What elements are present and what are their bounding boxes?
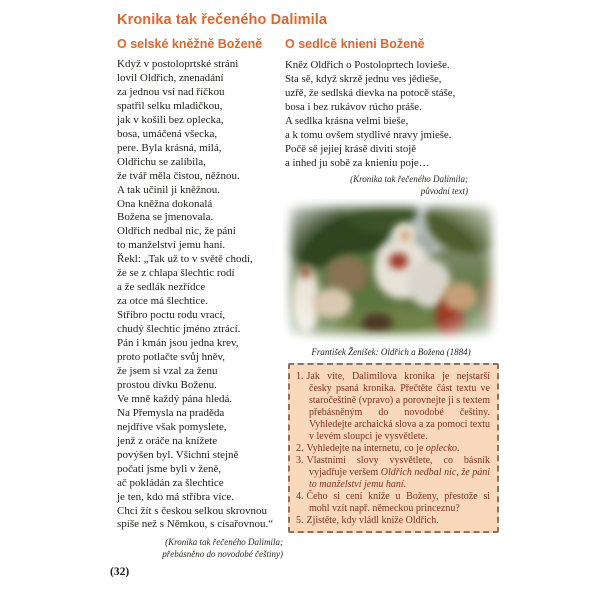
page-title: Kronika tak řečeného Dalimila bbox=[117, 12, 328, 28]
verse-line: Božena se jmenovala. bbox=[117, 211, 214, 224]
painting-rider bbox=[393, 223, 415, 246]
verse-line: za otce má šlechtice. bbox=[117, 295, 209, 308]
painting-white-horse bbox=[374, 239, 430, 299]
task-number: 1. bbox=[296, 371, 304, 382]
verse-line: lovil Oldřich, znenadání bbox=[117, 71, 224, 84]
painting-grass-light bbox=[326, 308, 456, 342]
painting-woman-white-dress bbox=[292, 268, 320, 334]
painting-sky bbox=[343, 202, 455, 259]
task-text: Zjistěte, kdy vládl kníže Oldřich. bbox=[306, 515, 439, 526]
painting-mist bbox=[348, 230, 434, 261]
verse-line: uzřě, že sedlská dievka na potocě stáše, bbox=[285, 87, 456, 99]
painting-tree-right bbox=[426, 199, 499, 253]
verse-line: že tvář měla čistou, něžnou. bbox=[117, 169, 240, 182]
left-column-heading: O selské kněžně Boženě bbox=[117, 37, 263, 51]
task-item bbox=[296, 455, 490, 491]
verse-line: jenž z oráče na knížete bbox=[117, 434, 218, 447]
verse-line: je ten, kdo má stříbra více. bbox=[117, 490, 234, 503]
verse-line: Sta sě, když skrzě jednu ves jědieše, bbox=[285, 73, 442, 85]
verse-line: Když v postoloprtské stráni bbox=[117, 58, 239, 70]
verse-line: a inhed ju sobě za knieniu poje… bbox=[285, 157, 430, 169]
verse-line: proto potlačte svůj hněv, bbox=[117, 351, 226, 364]
painting-second-horse bbox=[408, 259, 451, 308]
verse-line: Kněz Oldřich o Postoloprtech lovieše. bbox=[285, 59, 450, 71]
painting-oldrich-a-bozena bbox=[283, 199, 499, 342]
tasks-box bbox=[288, 363, 499, 533]
painting-caption: František Ženíšek: Oldřich a Božena (1884) bbox=[311, 347, 471, 357]
verse-line: spatřil selku mladičkou, bbox=[117, 99, 223, 112]
painting-tree-mid bbox=[343, 199, 416, 233]
verse-line: že se z chlapa šlechtic rodí bbox=[117, 267, 235, 280]
verse-line: Oldřichu se zalíbila, bbox=[117, 155, 206, 168]
verse-line: Stříbro poctu rodu vrací, bbox=[117, 309, 226, 322]
task-item bbox=[296, 491, 490, 515]
task-text: Jak víte, Dalimilova kronika je nejstarší česky psaná kronika. Přečtěte část textu ve staročeštině (vpravo) a porovnejte ji s textem přebásněným do novodobé češtiny. Vyhledejte archaická slova a za pomoci textu v levém sloupci je vysvětlete. bbox=[306, 371, 490, 442]
painting-dog bbox=[361, 313, 393, 333]
right-column-verse bbox=[285, 58, 470, 170]
verse-line: spíše než s Němkou, s císařovnou.“ bbox=[117, 518, 274, 531]
verse-line: jak v košili bez oplecka, bbox=[117, 113, 224, 126]
verse-line: ač pokládán za šlechtice bbox=[117, 476, 224, 489]
painting-man-tan bbox=[443, 282, 478, 311]
painting-rider-face bbox=[400, 229, 411, 242]
verse-line: Počě sě jejiej krásě diviti stojě bbox=[285, 143, 417, 155]
task-item bbox=[296, 443, 490, 455]
citation-line: původní text) bbox=[420, 185, 468, 196]
verse-line: Ona kněžna dokonalá bbox=[117, 197, 213, 210]
verse-line: Na Přemysla na praděda bbox=[117, 406, 225, 419]
verse-line: Řekl: „Tak už to v světě chodí, bbox=[117, 253, 253, 266]
verse-line: že jsem si vzal za ženu bbox=[117, 364, 218, 377]
verse-line: pere. Byla krásná, milá, bbox=[117, 141, 222, 154]
left-column-verse bbox=[117, 58, 289, 532]
right-column-heading: O sedlcě knieni Boženě bbox=[285, 37, 425, 51]
verse-line: bosa, umáčená všecka, bbox=[117, 127, 218, 140]
task-item bbox=[296, 515, 490, 527]
painting-saddle-cloth bbox=[389, 253, 408, 269]
task-text-italic: oplecko bbox=[425, 443, 457, 454]
painting-right-figure bbox=[482, 276, 499, 325]
verse-line: prostou dívku Boženu. bbox=[117, 378, 217, 391]
verse-line: chudý šlechtic jméno ztrácí. bbox=[117, 323, 241, 336]
verse-line: A sedlka krásna velmi bieše, bbox=[285, 115, 409, 127]
verse-line: nejdříve však pomyslete, bbox=[117, 420, 227, 433]
painting-washing-women bbox=[313, 288, 352, 319]
verse-line: Pán i kmán jsou jedna krev, bbox=[117, 337, 239, 350]
task-number: 3. bbox=[296, 455, 304, 466]
citation-line: (Kronika tak řečeného Dalimila; bbox=[350, 174, 468, 184]
task-number: 2. bbox=[296, 443, 304, 454]
task-text-italic: Oldřich nedbal nic, že páni to manželství jemu haní. bbox=[309, 467, 491, 490]
verse-line: Chci žít s českou selkou skrovnou bbox=[117, 504, 268, 517]
verse-line: za jednou vsí nad říčkou bbox=[117, 85, 225, 98]
painting-man-red-trousers bbox=[436, 296, 464, 339]
citation-line: (Kronika tak řečeného Dalimila; bbox=[165, 537, 283, 547]
painting-tree-left bbox=[283, 199, 391, 268]
verse-line: A tak učinil ji kněžnou. bbox=[117, 183, 220, 196]
verse-line: bosa i bez rukávov rúcho práše. bbox=[285, 101, 422, 113]
verse-line: povýšen byl. Všichni stejně bbox=[117, 448, 239, 461]
verse-line: to manželství jemu haní. bbox=[117, 239, 226, 252]
page-number: (32) bbox=[110, 566, 130, 578]
painting-figure-group bbox=[326, 256, 369, 293]
task-text: Vlastními slovy vysvětlete, co básník vyjadřuje veršem bbox=[306, 455, 490, 478]
verse-line: a že sedlák nezřídce bbox=[117, 281, 206, 294]
task-text-end: . bbox=[457, 443, 460, 454]
right-column-citation bbox=[285, 174, 468, 197]
task-number: 5. bbox=[296, 515, 304, 526]
painting-hill bbox=[326, 253, 399, 287]
painting-grass bbox=[283, 285, 499, 342]
verse-line: Oldřich nedbal nic, že páni bbox=[117, 225, 236, 238]
task-number: 4. bbox=[296, 491, 304, 502]
verse-line: počati jsme byli v ženě, bbox=[117, 462, 222, 475]
left-column-citation bbox=[117, 537, 283, 560]
verse-line: Ve mně každý pána hledá. bbox=[117, 392, 233, 405]
task-text: Čeho si cení kníže u Boženy, přestože si mohl vzít např. německou princeznu? bbox=[306, 491, 490, 514]
task-text: Vyhledejte na internetu, co je bbox=[306, 443, 426, 454]
verse-line: a k tomu ovšem stydlivé nravy jmieše. bbox=[285, 129, 452, 141]
painting-woman-hair bbox=[300, 265, 311, 278]
task-item bbox=[296, 371, 490, 443]
citation-line: přebásněno do novodobé češtiny) bbox=[162, 548, 283, 559]
